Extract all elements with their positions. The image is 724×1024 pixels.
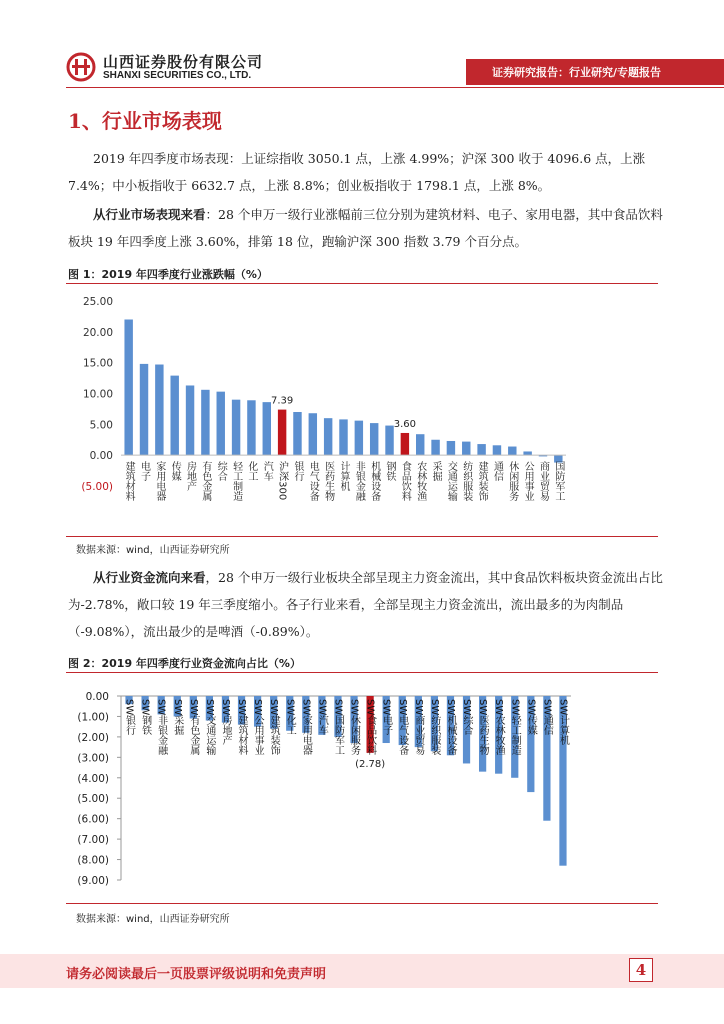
- y-tick-label: (4.00): [77, 772, 109, 785]
- x-tick-label: SW传媒: [525, 699, 537, 736]
- x-tick-label: 电子: [138, 461, 150, 482]
- figure-1-source: 数据来源：wind，山西证券研究所: [76, 545, 230, 556]
- x-tick-label: SW纺织服装: [428, 699, 440, 756]
- y-tick-label: (2.00): [77, 731, 109, 744]
- x-tick-label: SW国防军工: [332, 699, 344, 756]
- x-tick-label: SW休闲服务: [348, 699, 360, 756]
- x-tick-label: SW银行: [123, 699, 135, 736]
- x-tick-label: SW医药生物: [477, 699, 489, 756]
- y-tick-label: (6.00): [77, 813, 109, 826]
- company-name-cn: 山西证券股份有限公司: [103, 53, 264, 71]
- x-tick-label: 家用电器: [153, 461, 165, 502]
- x-tick-label: SW计算机: [557, 699, 569, 746]
- y-tick-label: (5.00): [77, 793, 109, 806]
- x-tick-label: 机械设备: [368, 461, 380, 502]
- x-tick-label: 钢铁: [384, 461, 396, 482]
- bar: [462, 442, 470, 456]
- section-title: 1、行业市场表现: [68, 109, 222, 133]
- x-tick-label: 食品饮料: [399, 461, 411, 502]
- x-tick-label: 非银金融: [353, 461, 365, 502]
- x-tick-label: SW钢铁: [139, 699, 151, 736]
- bar: [339, 419, 347, 455]
- bar: [278, 410, 286, 456]
- x-tick-label: 休闲服务: [506, 461, 518, 502]
- paragraph-fund-flow: [68, 564, 668, 645]
- x-tick-label: 银行: [291, 461, 303, 482]
- x-tick-label: SW化工: [284, 699, 296, 736]
- chart-1: [66, 286, 658, 536]
- x-tick-label: 沪深300: [276, 461, 288, 501]
- x-tick-label: SW公用事业: [252, 699, 264, 756]
- data-label: 7.39: [270, 395, 294, 407]
- x-tick-label: 房地产: [184, 461, 196, 492]
- x-tick-label: SW汽车: [316, 699, 328, 736]
- y-tick-label: 5.00: [89, 419, 113, 432]
- bar: [201, 390, 209, 455]
- x-tick-label: 计算机: [338, 461, 349, 492]
- y-tick-label: (5.00): [81, 481, 113, 493]
- x-tick-label: 综合: [215, 461, 227, 482]
- company-name-en: SHANXI SECURITIES CO., LTD.: [103, 70, 252, 81]
- x-tick-label: SW有色金属: [187, 699, 199, 756]
- x-tick-label: SW家用电器: [300, 699, 312, 756]
- x-tick-label: 交通运输: [445, 461, 457, 502]
- x-tick-label: SW电子: [380, 699, 392, 736]
- page-number: 4: [629, 958, 653, 982]
- bar: [124, 320, 132, 456]
- x-tick-label: 有色金属: [199, 461, 211, 502]
- x-tick-label: SW房地产: [219, 699, 231, 746]
- x-tick-label: SW商业贸易: [412, 699, 424, 756]
- x-tick-label: SW非银金融: [155, 699, 167, 756]
- bar: [309, 413, 317, 455]
- bar: [247, 400, 255, 455]
- data-label: (2.78): [355, 758, 386, 770]
- chart-2: [66, 678, 658, 898]
- x-tick-label: SW交通运输: [203, 699, 215, 756]
- x-tick-label: 化工: [245, 461, 257, 482]
- figure-2-source: 数据来源：wind，山西证券研究所: [76, 914, 230, 925]
- bar: [508, 447, 516, 456]
- bar: [447, 441, 455, 455]
- bar: [370, 423, 378, 455]
- bar: [293, 412, 301, 455]
- x-tick-label: 商业贸易: [537, 461, 549, 502]
- bar: [324, 418, 332, 455]
- y-tick-label: (1.00): [77, 711, 109, 724]
- x-tick-label: SW通信: [541, 699, 553, 736]
- x-tick-label: 轻工制造: [230, 461, 242, 502]
- x-tick-label: 医药生物: [322, 461, 334, 502]
- x-tick-label: 国防军工: [552, 461, 564, 502]
- x-tick-label: 通信: [491, 461, 503, 482]
- x-tick-label: SW建筑材料: [236, 699, 248, 756]
- x-tick-label: 建筑装饰: [476, 461, 488, 502]
- paragraph-lead: 从行业市场表现来看: [93, 207, 206, 222]
- bar: [355, 421, 363, 456]
- y-tick-label: 15.00: [82, 357, 113, 370]
- y-tick-label: 10.00: [82, 388, 113, 401]
- y-tick-label: 0.00: [85, 691, 109, 703]
- x-tick-label: 传媒: [169, 461, 181, 482]
- x-tick-label: SW农林牧渔: [493, 699, 505, 756]
- x-tick-label: SW机械设备: [444, 699, 456, 756]
- bar: [232, 400, 240, 456]
- bar: [155, 365, 163, 456]
- paragraph-body: ：28 个申万一级行业涨幅前三位分别为建筑材料、电子、家用电器，其中食品饮料板块 19 年四季度上涨 3.60%，排第 18 位，跑输沪深 300 指数 3.79 个百分点。: [68, 207, 663, 249]
- bar: [523, 451, 531, 455]
- x-tick-label: SW食品饮料: [364, 699, 376, 756]
- y-tick-label: 20.00: [82, 326, 113, 339]
- x-tick-label: 农林牧渔: [414, 461, 426, 502]
- bar: [385, 426, 393, 456]
- footer-disclaimer: 请务必阅读最后一页股票评级说明和免责声明: [66, 967, 327, 982]
- y-tick-label: (8.00): [77, 854, 109, 867]
- company-logo-icon: [66, 52, 96, 82]
- paragraph-industry-performance: [68, 201, 668, 255]
- x-tick-label: SW电气设备: [396, 699, 408, 756]
- x-tick-label: 采掘: [430, 461, 442, 482]
- report-type-label: 证券研究报告：行业研究/专题报告: [492, 66, 662, 79]
- bar: [416, 434, 424, 455]
- figure-2-title: 图 2：2019 年四季度行业资金流向占比（%）: [68, 657, 301, 670]
- paragraph-market: 2019 年四季度市场表现：上证综指收 3050.1 点，上涨 4.99%；沪深 300 收于 4096.6 点，上涨 7.4%；中小板指收于 6632.7 点，上涨 8.8%；创业板指收于 1798.1 点，上涨 8%。: [68, 151, 646, 193]
- x-tick-label: 公用事业: [522, 461, 534, 502]
- x-tick-label: SW轻工制造: [509, 699, 521, 756]
- x-tick-label: 建筑材料: [123, 461, 135, 502]
- y-tick-label: 0.00: [89, 450, 113, 463]
- bar: [431, 440, 439, 455]
- paragraph-body: ，28 个申万一级行业板块全部呈现主力资金流出，其中食品饮料板块资金流出占比为-2.78%，敞口较 19 年三季度缩小。各子行业来看，全部呈现主力资金流出，流出最多的为肉制品（-9.08%），流出最少的是啤酒（-0.89%）。: [68, 570, 663, 639]
- bar: [401, 433, 409, 455]
- y-tick-label: 25.00: [82, 296, 113, 308]
- x-tick-label: SW建筑装饰: [268, 699, 280, 756]
- y-tick-label: (3.00): [77, 752, 109, 765]
- bar: [263, 402, 271, 455]
- x-tick-label: 纺织服装: [460, 461, 472, 502]
- bar: [140, 364, 148, 455]
- y-tick-label: (7.00): [77, 834, 109, 847]
- bar: [170, 376, 178, 456]
- figure-1-title: 图 1：2019 年四季度行业涨跌幅（%）: [68, 268, 268, 281]
- header-divider: [66, 87, 724, 88]
- paragraph-lead: 从行业资金流向来看: [93, 570, 206, 585]
- bar: [217, 392, 225, 456]
- y-tick-label: (9.00): [77, 875, 109, 887]
- bar: [186, 385, 194, 455]
- x-tick-label: 汽车: [261, 461, 273, 482]
- data-label: 3.60: [393, 418, 417, 430]
- x-tick-label: SW综合: [461, 699, 473, 736]
- x-tick-label: 电气设备: [307, 461, 319, 502]
- bar: [477, 444, 485, 455]
- x-tick-label: SW采掘: [171, 699, 183, 736]
- bar: [493, 445, 501, 455]
